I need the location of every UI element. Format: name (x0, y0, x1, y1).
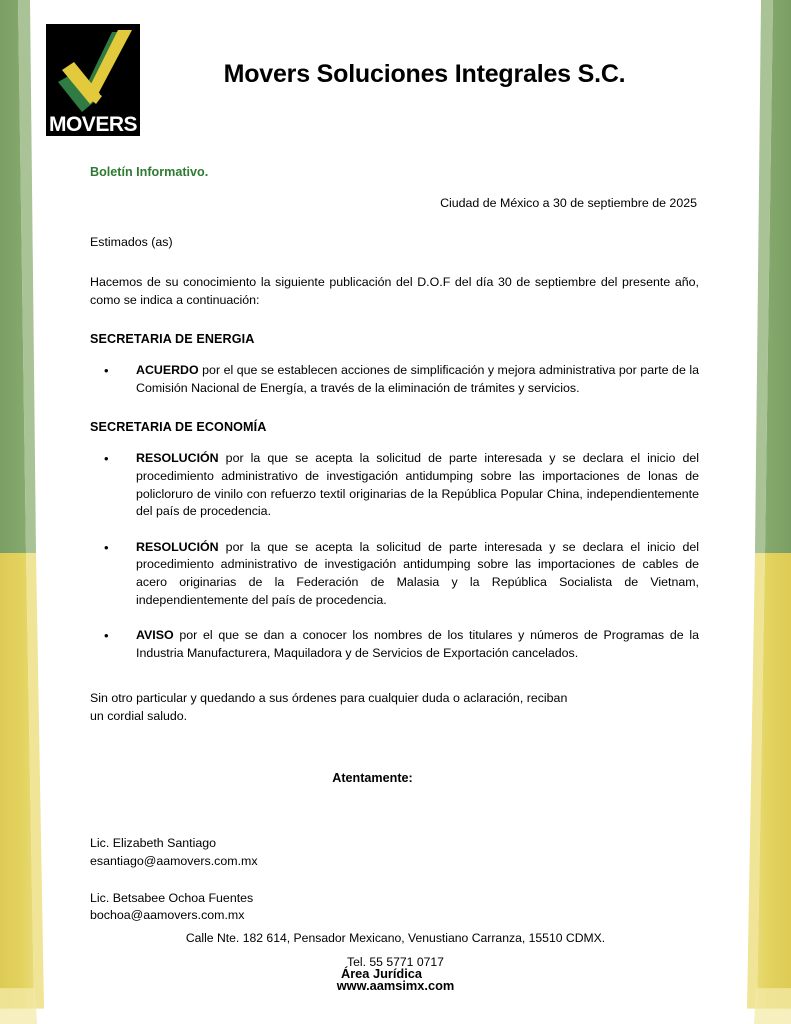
signer-email[interactable]: bochoa@aamovers.com.mx (90, 908, 245, 923)
signature-block (90, 835, 699, 924)
list-item-lead: RESOLUCIÓN (136, 539, 219, 554)
bullet-list-energia (90, 362, 699, 397)
list-item-text (136, 450, 699, 520)
footer-phone: Tel. 55 5771 0717 (347, 954, 444, 969)
section-heading-energia: SECRETARIA DE ENERGIA (90, 332, 255, 347)
list-item-text (136, 362, 699, 397)
closing-line-1: Sin otro particular y quedando a sus órdenes para cualquier duda o aclaración, reciban (90, 691, 568, 706)
signer-name: Lic. Elizabeth Santiago (90, 836, 217, 851)
signer (90, 835, 699, 870)
list-item-body: por la que se acepta la solicitud de parte interesada y se declara el inicio del procedimiento administrativo de investigación antidumping sobre las importaciones de lonas de policloruro de vinilo con refuerzo textil originarias de la República Popular China, independientemente del país de procedencia. (136, 451, 699, 519)
list-item-lead: AVISO (136, 628, 174, 643)
sign-off-label: Atentamente: (332, 770, 413, 785)
closing-line-2: un cordial saludo. (90, 708, 188, 723)
bulletin-label: Boletín Informativo. (90, 165, 209, 179)
bullet-marker-icon: • (104, 539, 109, 555)
signer-email[interactable]: esantiago@aamovers.com.mx (90, 854, 258, 869)
movers-logo-wordmark: MOVERS (48, 113, 138, 136)
list-item (90, 450, 699, 520)
closing-paragraph (90, 690, 699, 725)
list-item-body: por el que se establecen acciones de simplificación y mejora administrativa por parte de la Comisión Nacional de Energía, a través de la eliminación de trámites y servicios. (136, 363, 699, 395)
list-item (90, 362, 699, 397)
movers-logo (46, 24, 140, 136)
section-heading-economia: SECRETARIA DE ECONOMÍA (90, 420, 267, 435)
intro-paragraph: Hacemos de su conocimiento la siguiente publicación del D.O.F del día 30 de septiembre del presente año, como se indica a continuación: (90, 275, 699, 307)
city-date: Ciudad de México a 30 de septiembre de 2025 (440, 195, 697, 210)
signer (90, 890, 699, 925)
bullet-list-economia (90, 450, 699, 662)
bullet-marker-icon: • (104, 628, 109, 644)
list-item-body: por el que se dan a conocer los nombres de los titulares y números de Programas de la Industria Manufacturera, Maquiladora y de Servicios de Exportación cancelados. (136, 628, 699, 660)
movers-logo-mark (46, 24, 140, 136)
bullet-marker-icon: • (104, 451, 109, 467)
footer-website[interactable]: www.aamsimx.com (336, 977, 455, 993)
area-label: Área Jurídica (340, 965, 423, 981)
list-item-text (136, 539, 699, 609)
list-item-lead: ACUERDO (136, 363, 199, 378)
page-title: Movers Soluciones Integrales S.C. (223, 60, 626, 88)
list-item (90, 539, 699, 609)
page-footer (46, 927, 745, 998)
list-item (90, 627, 699, 662)
footer-address: Calle Nte. 182 614, Pensador Mexicano, Venustiano Carranza, 15510 CDMX. (185, 931, 606, 946)
greeting: Estimados (as) (90, 235, 173, 250)
document-body (46, 164, 745, 983)
letterhead (46, 0, 745, 136)
list-item-body: por la que se acepta la solicitud de parte interesada y se declara el inicio del procedimiento administrativo de investigación antidumping sobre las importaciones de cables de acero originarias de la Federación de Malasia y la República Socialista de Vietnam, independientemente del país de procedencia. (136, 539, 699, 607)
list-item-text (136, 627, 699, 662)
signer-name: Lic. Betsabee Ochoa Fuentes (90, 890, 254, 905)
list-item-lead: RESOLUCIÓN (136, 451, 219, 466)
bullet-marker-icon: • (104, 363, 109, 379)
